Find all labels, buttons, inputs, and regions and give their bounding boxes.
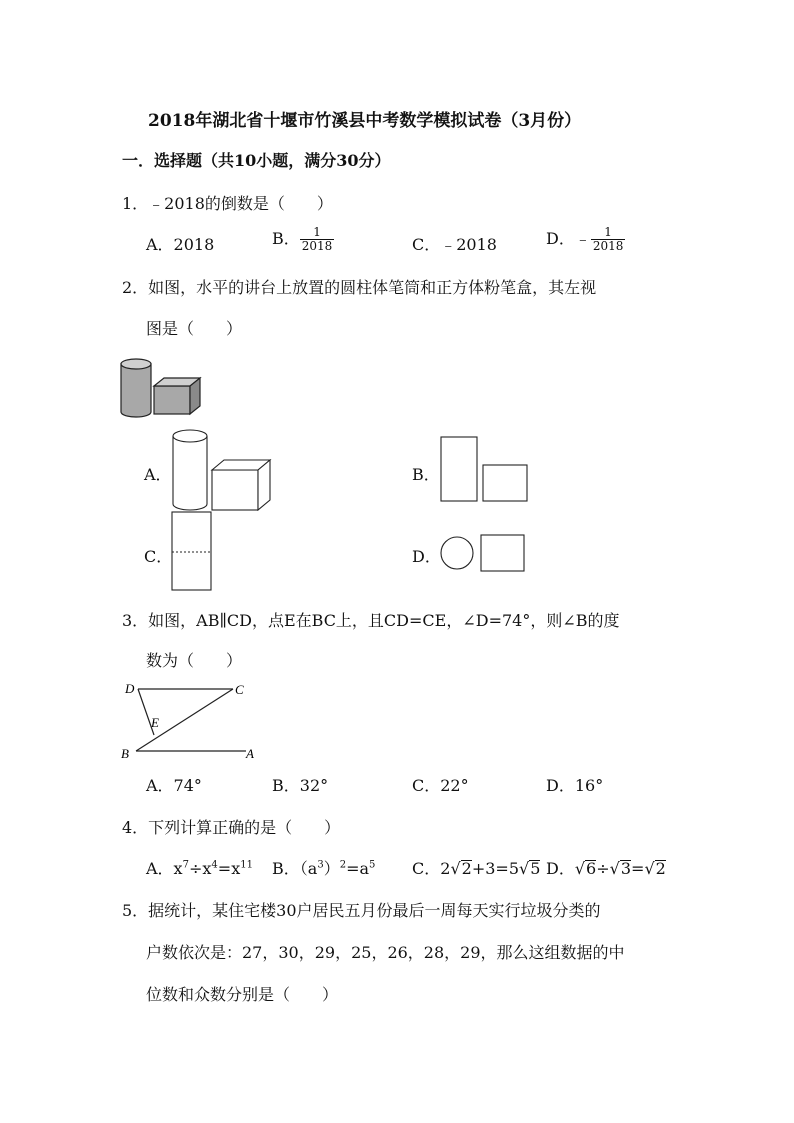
radicand: 5 <box>530 859 541 878</box>
q1-stem: 1．﹣2018的倒数是（ ） <box>122 194 333 213</box>
q1-option-b-fraction <box>300 226 335 253</box>
q3-stem-line2: 数为（ ） <box>146 651 243 670</box>
q2-stem-line2: 图是（ ） <box>146 319 243 338</box>
q4-a-base: A．x <box>146 859 183 878</box>
fraction-denominator: 2018 <box>592 239 624 253</box>
q5-stem-line3: 位数和众数分别是（ ） <box>146 985 339 1004</box>
q4-d-op: ÷ <box>596 859 610 878</box>
radical-sign: √ <box>519 859 530 878</box>
q2-stem-line1: 2．如图，水平的讲台上放置的圆柱体笔筒和正方体粉笔盒，其左视 <box>122 278 597 297</box>
q4-d-eq: = <box>631 859 645 878</box>
q4-a-eq: =x <box>217 859 241 878</box>
q4-option-b <box>272 856 375 879</box>
q3-option-d: D．16° <box>546 776 604 795</box>
q3-option-a: A．74° <box>146 776 202 795</box>
q2-option-d-figure <box>440 533 530 578</box>
label-b: B <box>121 746 129 761</box>
q5-stem-line2: 户数依次是：27，30，29，25，26，28，29，那么这组数据的中 <box>146 943 625 962</box>
fraction-denominator: 2018 <box>301 239 333 253</box>
q5-stem-line1: 5．据统计，某住宅楼30户居民五月份最后一周每天实行垃圾分类的 <box>122 901 601 920</box>
q1-option-d <box>546 226 625 253</box>
label-c: C <box>235 682 244 697</box>
q4-d-label: D． <box>546 859 575 878</box>
q2-option-b: B． <box>412 465 440 484</box>
radicand: 6 <box>586 859 597 878</box>
q1-option-d-label: D．﹣ <box>546 229 591 248</box>
exponent: 5 <box>369 859 376 871</box>
radical-sign: √ <box>450 859 461 878</box>
label-a: A <box>246 746 254 761</box>
q3-stem-line1: 3．如图，AB∥CD，点E在BC上，且CD=CE，∠D=74°，则∠B的度 <box>122 611 620 630</box>
q4-option-a <box>146 856 253 879</box>
q4-a-op: ÷x <box>188 859 212 878</box>
q4-stem: 4．下列计算正确的是（ ） <box>122 818 341 837</box>
fraction-numerator: 1 <box>604 225 612 239</box>
label-e: E <box>151 715 159 730</box>
q4-b-paren: ） <box>323 859 340 878</box>
q2-option-d: D． <box>412 547 441 566</box>
q4-b-base: B．（a <box>272 859 318 878</box>
page-title: 2018年湖北省十堰市竹溪县中考数学模拟试卷（3月份） <box>148 111 582 131</box>
q3-option-c: C．22° <box>412 776 469 795</box>
q1-option-a: A．2018 <box>146 235 215 254</box>
q2-option-b-figure <box>440 436 540 506</box>
q2-option-a: A． <box>144 465 172 484</box>
q2-option-c: C． <box>144 547 173 566</box>
q4-b-eq: =a <box>346 859 370 878</box>
exponent: 3 <box>317 859 324 871</box>
exponent: 2 <box>339 859 347 871</box>
q3-option-b: B．32° <box>272 776 329 795</box>
radical-sign: √ <box>644 859 655 878</box>
q2-option-c-figure <box>171 511 221 593</box>
exponent: 7 <box>182 859 189 871</box>
q3-geometry-figure <box>118 680 258 760</box>
label-d: D <box>125 681 135 696</box>
q4-option-c <box>412 856 540 879</box>
q1-option-c: C．﹣2018 <box>412 235 497 254</box>
radicand: 2 <box>461 859 472 878</box>
radicand: 3 <box>620 859 632 878</box>
radical-sign: √ <box>609 859 620 878</box>
q2-option-a-figure <box>170 428 280 518</box>
exponent: 4 <box>211 859 218 871</box>
q1-option-b <box>272 226 334 253</box>
q4-c-label: C．2 <box>412 859 451 878</box>
exponent: 11 <box>240 859 253 871</box>
fraction-numerator: 1 <box>313 225 321 239</box>
q2-main-figure <box>118 354 218 424</box>
q1-option-b-label: B． <box>272 229 300 248</box>
radical-sign: √ <box>574 859 586 878</box>
radicand: 2 <box>655 859 666 878</box>
q4-c-mid: +3=5 <box>471 859 519 878</box>
section-heading: 一．选择题（共10小题，满分30分） <box>122 151 391 170</box>
q4-option-d <box>546 856 666 879</box>
q1-option-d-fraction <box>591 226 626 253</box>
